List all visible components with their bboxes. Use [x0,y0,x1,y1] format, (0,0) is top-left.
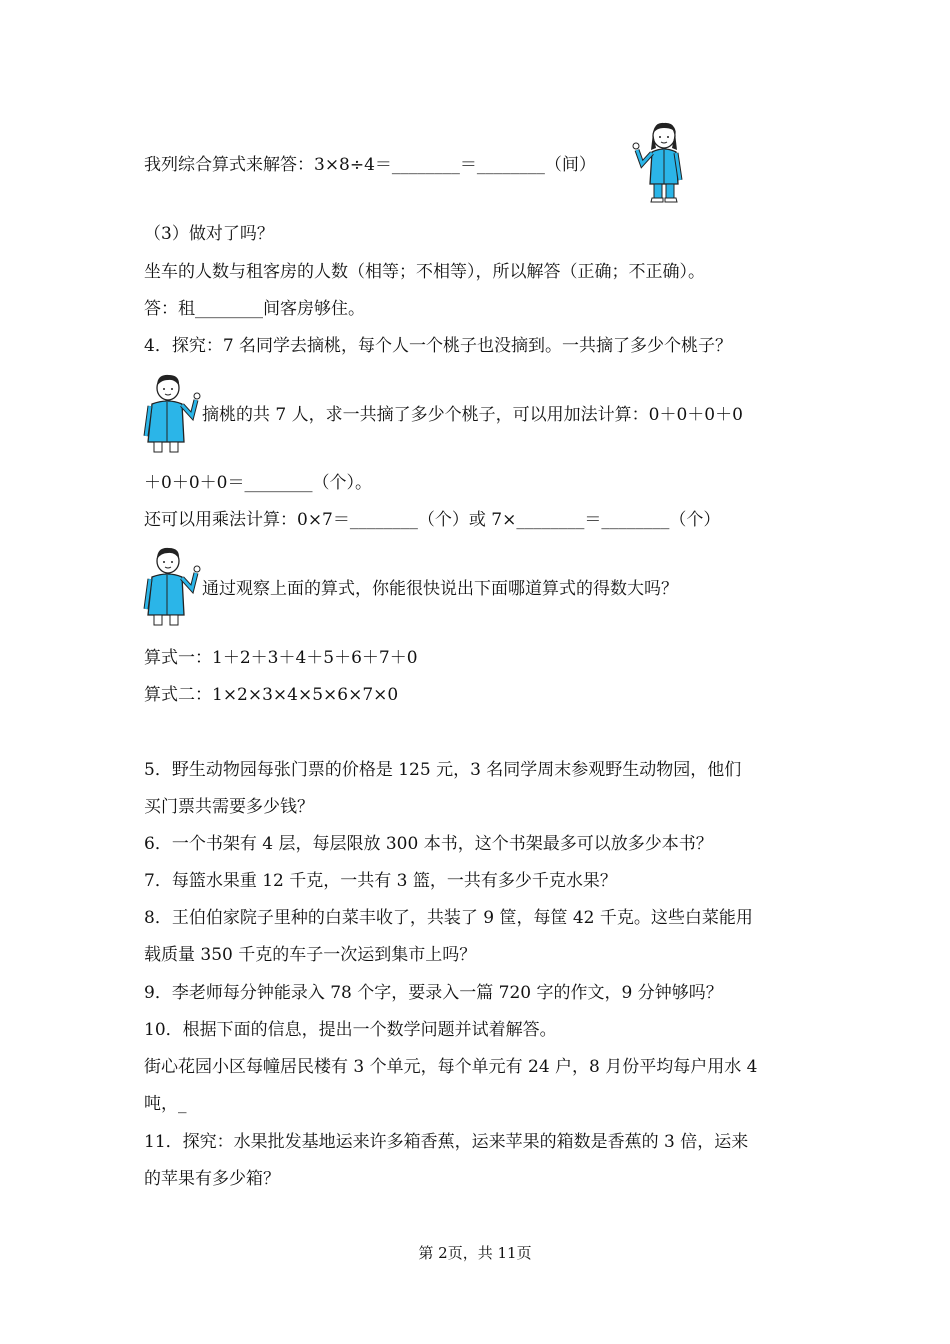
question-5-line1: 5．野生动物园每张门票的价格是 125 元，3 名同学周末参观野生动物园，他们 [144,760,742,780]
girl-illustration [630,120,694,204]
question-4-observe: 通过观察上面的算式，你能很快说出下面哪道算式的得数大吗？ [202,579,678,599]
boy-illustration [142,372,202,456]
boy-illustration-2 [142,545,202,629]
question-10-info-line2: 吨，_ [144,1094,187,1114]
question-11-line2: 的苹果有多少箱？ [144,1169,280,1189]
question-4-addition: 摘桃的共 7 人，求一共摘了多少个桃子，可以用加法计算：0＋0＋0＋0 [202,405,743,425]
question-7: 7．每篮水果重 12 千克，一共有 3 篮，一共有多少千克水果？ [144,871,617,891]
question-8-line2: 载质量 350 千克的车子一次运到集市上吗？ [144,945,477,965]
question-4-multiplication: 还可以用乘法计算：0×7＝________（个）或 7×________＝________（个） [144,510,721,530]
page-footer: 第 2页，共 11页 [418,1244,532,1262]
question-10-title: 10．根据下面的信息，提出一个数学问题并试着解答。 [144,1020,557,1040]
formula-one: 算式一：1＋2＋3＋4＋5＋6＋7＋0 [144,648,418,668]
question-10-info-line1: 街心花园小区每幢居民楼有 3 个单元，每个单元有 24 户，8 月份平均每户用水 4 [144,1057,758,1077]
question-11-line1: 11．探究：水果批发基地运来许多箱香蕉，运来苹果的箱数是香蕉的 3 倍，运来 [144,1132,749,1152]
question-3-title: （3）做对了吗？ [144,224,274,244]
question-4-title: 4．探究：7 名同学去摘桃，每个人一个桃子也没摘到。一共摘了多少个桃子？ [144,336,733,356]
question-9: 9．李老师每分钟能录入 78 个字，要录入一篇 720 字的作文，9 分钟够吗？ [144,983,723,1003]
question-5-line2: 买门票共需要多少钱？ [144,797,314,817]
question-8-line1: 8．王伯伯家院子里种的白菜丰收了，共装了 9 筐，每筐 42 千克。这些白菜能用 [144,908,753,928]
question-4-addition-cont: ＋0＋0＋0＝________（个）。 [144,473,372,493]
answer-line-formula: 我列综合算式来解答：3×8÷4＝________＝________（间） [144,155,596,175]
question-6: 6．一个书架有 4 层，每层限放 300 本书，这个书架最多可以放多少本书？ [144,834,713,854]
question-3-check: 坐车的人数与租客房的人数（相等；不相等），所以解答（正确；不正确）。 [144,262,705,282]
question-3-answer: 答：租________间客房够住。 [144,299,365,319]
formula-two: 算式二：1×2×3×4×5×6×7×0 [144,685,399,705]
